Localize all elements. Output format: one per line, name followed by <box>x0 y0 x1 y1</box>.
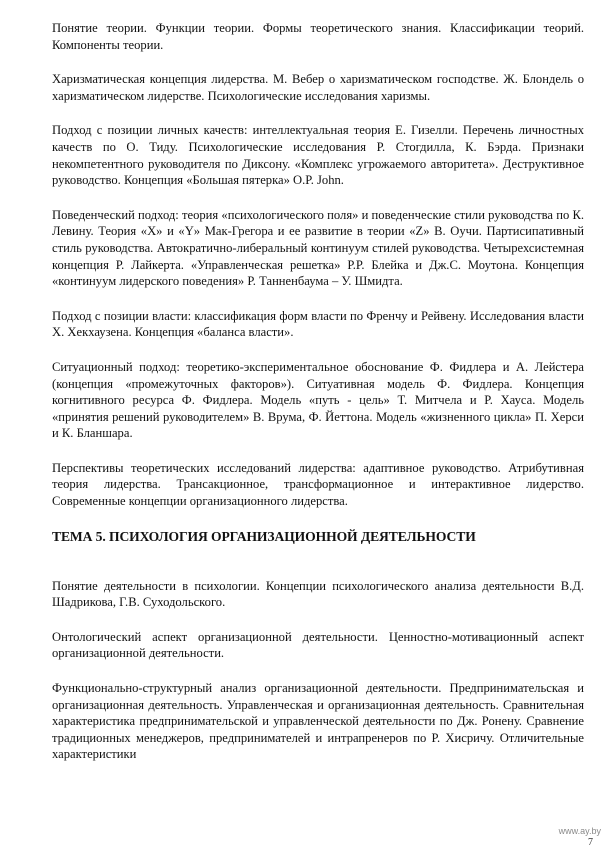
paragraph-situational: Ситуационный подход: теоретико-экспериментальное обоснование Ф. Фидлера и А. Лейстера (концепция «промежуточных факторов»). Ситуативная модель Ф. Фидлера. Концепция когнитивного ресурса Ф. Фидлера. Модель «путь - цель» Т. Митчела и Р. Хауса. Модель «принятия решений руководителем» В. Врума, Ф. Йеттона. Модель «жизненного цикла» П. Херси и К. Бланшара. <box>52 359 584 441</box>
section-heading: ТЕМА 5. ПСИХОЛОГИЯ ОРГАНИЗАЦИОННОЙ ДЕЯТЕЛЬНОСТИ <box>52 528 476 544</box>
paragraph-theory: Понятие теории. Функции теории. Формы теоретического знания. Классификации теорий. Компоненты теории. <box>52 21 584 52</box>
paragraph-charismatic: Харизматическая концепция лидерства. М. Вебер о харизматическом господстве. Ж. Блондель о харизматическом лидерстве. Психологические исследования харизмы. <box>52 72 584 103</box>
document-page <box>52 20 584 781</box>
watermark: www.ay.by <box>558 826 601 836</box>
paragraph-power: Подход с позиции власти: классификация форм власти по Френчу и Рейвену. Исследования власти Х. Хекхаузена. Концепция «баланса власти». <box>52 308 584 340</box>
paragraph-behavioral: Поведенческий подход: теория «психологического поля» и поведенческие стили руководства по К. Левину. Теория «X» и «Y» Мак-Грегора и ее развитие в теории «Z» В. Оучи. Партисипативный стиль руководства. Автократично-либеральный континуум стилей руководства. Четырехсистемная концепция Р. Лайкерта. «Управленческая решетка» Р.Р. Блейка и Дж.С. Моутона. Концепция «континуум лидерского поведения» Р. Танненбаума – У. Шмидта. <box>52 207 584 289</box>
paragraph-ontological: Онтологический аспект организационной деятельности. Ценностно-мотивационный аспект организационной деятельности. <box>52 629 584 661</box>
paragraph-perspectives: Перспективы теоретических исследований лидерства: адаптивное руководство. Атрибутивная теория лидерства. Трансакционное, трансформационное и интерактивное лидерство. Современные концепции организационного лидерства. <box>52 460 584 509</box>
paragraph-activity-concept: Понятие деятельности в психологии. Концепции психологического анализа деятельности В.Д. Шадрикова, Г.В. Суходольского. <box>52 578 584 610</box>
paragraph-functional: Функционально-структурный анализ организационной деятельности. Предпринимательская и организационная деятельность. Управленческая и организационная деятельность. Сравнительная характеристика предпринимательской и управленческой деятельности по Дж. Ронену. Сравнение традиционных менеджеров, предпринимателей и интрапренеров по Р. Хисричу. Отличительные характеристики <box>52 681 584 762</box>
page-number: 7 <box>588 837 593 848</box>
paragraph-personal-traits: Подход с позиции личных качеств: интеллектуальная теория Е. Гизелли. Перечень личностных качеств по О. Тиду. Психологические исследования Р. Стогдилла, К. Бэрда. Признаки некомпетентного руководителя по Диксону. «Комплекс угрожаемого авторитета». Деструктивное руководство. Концепция «Большая пятерка» О.Р. John. <box>52 123 584 188</box>
